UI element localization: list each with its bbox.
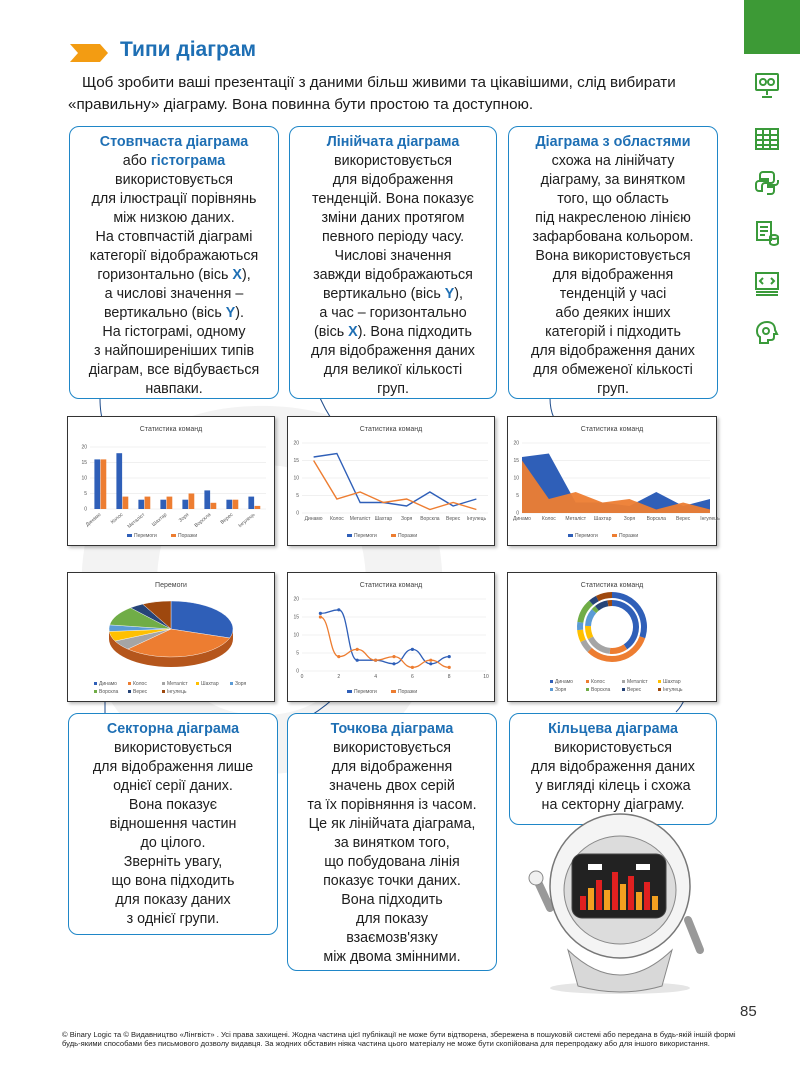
bar xyxy=(116,453,122,509)
y-tick-label: 0 xyxy=(296,668,299,675)
bar xyxy=(167,497,173,509)
chart-title: Статистика команд xyxy=(139,426,203,433)
bar xyxy=(204,490,210,509)
x-tick-label: Ворскла xyxy=(193,511,213,529)
area-chart xyxy=(507,416,720,546)
bar-chart xyxy=(67,416,275,546)
donut-segment xyxy=(597,603,608,608)
y-tick-label: 20 xyxy=(81,444,87,451)
chart-title: Статистика команд xyxy=(580,426,644,433)
legend-label: Верес xyxy=(133,689,148,695)
legend-swatch xyxy=(391,690,396,693)
bar-chart-box: Стовпчаста діаграма або гістограма використовується для ілюстрації порівнянь між низкою даних. На стовпчастій діаграмі категорії відображаються горизонтально (вісь X), а числові значення – вертикально (вісь Y). На гістограмі, одному з найпоширеніших типів діаграм, все відбувається навпаки. xyxy=(69,126,279,399)
chart-svg xyxy=(288,417,494,545)
donut-segment xyxy=(583,641,590,650)
bar xyxy=(101,459,107,509)
chart-svg xyxy=(508,573,716,701)
series-line xyxy=(314,461,477,510)
donut-segment xyxy=(588,611,594,626)
scatter-point xyxy=(356,648,359,651)
donut-segment xyxy=(588,626,591,638)
x-tick-label: Верес xyxy=(219,511,235,526)
legend-label: Верес xyxy=(627,687,642,693)
legend-label: Зоря xyxy=(235,681,247,687)
legend-swatch xyxy=(550,688,553,691)
legend-label: Перемоги xyxy=(354,533,377,539)
x-tick-label: Шахтар xyxy=(374,516,393,522)
y-tick-label: 20 xyxy=(513,440,519,447)
x-tick-label: Зоря xyxy=(177,511,191,524)
x-tick-label: Металіст xyxy=(126,511,147,530)
legend-label: Динамо xyxy=(555,679,573,685)
x-tick-label: Металіст xyxy=(349,516,371,522)
bar xyxy=(123,497,129,509)
legend-label: Поразки xyxy=(398,533,418,539)
scatter-point xyxy=(356,659,359,662)
bar xyxy=(94,459,100,509)
legend-label: Зоря xyxy=(555,687,567,693)
chart-title: Статистика команд xyxy=(359,582,423,589)
x-tick-label: Шахтар xyxy=(150,511,169,528)
chart-svg xyxy=(508,417,720,545)
legend-label: Перемоги xyxy=(575,533,598,539)
legend-swatch xyxy=(586,688,589,691)
legend-label: Колос xyxy=(591,679,605,685)
y-tick-label: 15 xyxy=(81,460,87,466)
x-tick-label: Колос xyxy=(329,516,344,522)
legend-swatch xyxy=(94,690,97,693)
legend-label: Поразки xyxy=(398,689,418,695)
legend-swatch xyxy=(196,682,199,685)
scatter-point xyxy=(319,615,322,618)
scatter-point xyxy=(448,666,451,669)
bar xyxy=(226,500,232,509)
legend-swatch xyxy=(94,682,97,685)
x-tick-label: Верес xyxy=(676,516,691,522)
x-tick-label: Ворскла xyxy=(646,516,666,522)
bar xyxy=(138,500,144,509)
x-tick-label: Металіст xyxy=(565,516,587,522)
x-tick-label: Ворскла xyxy=(420,516,440,522)
donut-segment xyxy=(612,603,636,647)
x-tick-label: 6 xyxy=(411,674,414,680)
section-title: Типи діаграм xyxy=(120,38,256,61)
area-chart-box: Діаграма з областями схожа на лінійчату діаграму, за винятком того, що область під накресленою лінією зафарбована кольором. Вона використовується для відображення тенденцій у часі або деяких інших категорій і підходить для відображення даних для обмеженої кількості груп. xyxy=(508,126,718,399)
legend-swatch xyxy=(658,680,661,683)
donut-chart-box: Кільцева діаграма використовується для відображення даних у вигляді кілець і схожа на секторну діаграму. xyxy=(509,713,717,825)
donut-segment xyxy=(610,647,625,651)
copyright-footer: © Binary Logic та © Видавництво «Лінгвіст» . Усі права захищені. Жодна частина цієї публікації не може бути відтворена, збережена в пошуковій системі або передана в будь-якій іншій формі будь-якими способами без письмового дозволу видавця. За жодних обставин ніяка частина цього матеріалу не може бути скопійована для перепродажу або для іншого використання. xyxy=(62,1030,736,1048)
legend-swatch xyxy=(128,682,131,685)
legend-label: Ворскла xyxy=(591,687,611,693)
legend-label: Шахтар xyxy=(201,681,219,687)
legend-label: Ворскла xyxy=(99,689,119,695)
scatter-point xyxy=(392,662,395,665)
legend-swatch xyxy=(128,690,131,693)
donut-segment xyxy=(594,608,597,611)
legend-swatch xyxy=(162,690,165,693)
x-tick-label: Інгулець xyxy=(466,516,487,522)
legend-swatch xyxy=(127,534,132,537)
legend-label: Поразки xyxy=(619,533,639,539)
y-tick-label: 15 xyxy=(293,614,299,621)
x-tick-label: 10 xyxy=(483,674,489,680)
x-tick-label: 2 xyxy=(337,674,341,680)
bar xyxy=(248,497,254,509)
legend-swatch xyxy=(230,682,233,685)
x-tick-label: Зоря xyxy=(623,516,636,522)
scatter-point xyxy=(411,648,414,651)
legend-label: Поразки xyxy=(178,533,198,539)
scatter-point xyxy=(392,655,395,658)
legend-label: Шахтар xyxy=(663,679,681,685)
scatter-point xyxy=(337,655,340,658)
scatter-point xyxy=(429,659,432,662)
y-tick-label: 20 xyxy=(293,440,299,447)
donut-segment xyxy=(597,595,612,599)
x-tick-label: Зоря xyxy=(401,516,413,522)
legend-label: Металіст xyxy=(167,681,188,687)
x-tick-label: Динамо xyxy=(304,516,323,522)
legend-label: Перемоги xyxy=(354,689,377,695)
robot-illustration xyxy=(528,800,708,996)
y-tick-label: 10 xyxy=(293,475,299,482)
y-tick-label: 5 xyxy=(296,493,299,499)
x-tick-label: Верес xyxy=(446,516,461,522)
y-tick-label: 0 xyxy=(84,506,87,513)
x-tick-label: Колос xyxy=(541,516,556,522)
x-tick-label: Шахтар xyxy=(593,516,612,522)
y-tick-label: 5 xyxy=(84,491,87,497)
y-tick-label: 0 xyxy=(296,510,299,517)
pie-chart xyxy=(67,572,275,702)
bar xyxy=(189,494,195,510)
y-tick-label: 10 xyxy=(513,475,519,482)
bar xyxy=(182,500,188,509)
y-tick-label: 15 xyxy=(513,458,519,464)
x-tick-label: Динамо xyxy=(84,511,103,529)
donut-segment xyxy=(591,638,610,651)
scatter-point xyxy=(374,659,377,662)
legend-swatch xyxy=(568,534,573,537)
legend-swatch xyxy=(586,680,589,683)
chart-svg xyxy=(288,573,494,701)
scatter-chart-box: Точкова діаграма використовується для відображення значень двох серій та їх порівняння із часом. Це як лінійчата діаграма, за винятком того, що побудована лінія показує точки даних. Вона підходить для показу взаємозв'язку між двома змінними. xyxy=(287,713,497,971)
legend-label: Колос xyxy=(133,681,147,687)
intro-paragraph: Щоб зробити ваші презентації з даними більш живими та цікавішими, слід вибирати «правильну» діаграму. Вона повинна бути простою та доступною. xyxy=(68,74,676,113)
pie-chart-box: Секторна діаграма використовується для відображення лише однієї серії даних. Вона показує відношення частин до цілого. Зверніть увагу, що вона підходить для показу даних з однієї групи. xyxy=(68,713,278,935)
y-tick-label: 5 xyxy=(296,650,299,657)
line-chart xyxy=(287,416,495,546)
scatter-chart xyxy=(287,572,495,702)
y-tick-label: 15 xyxy=(293,458,299,464)
scatter-point xyxy=(448,655,451,658)
chart-title: Статистика команд xyxy=(580,582,644,589)
chart-svg xyxy=(68,417,274,545)
bar xyxy=(211,503,217,509)
legend-swatch xyxy=(622,680,625,683)
donut-chart xyxy=(507,572,717,702)
x-tick-label: Динамо xyxy=(513,516,531,522)
legend-swatch xyxy=(622,688,625,691)
scatter-point xyxy=(411,666,414,669)
y-tick-label: 0 xyxy=(516,510,519,517)
legend-label: Перемоги xyxy=(134,533,157,539)
legend-swatch xyxy=(162,682,165,685)
bar xyxy=(255,506,261,509)
line-chart-box: Лінійчата діаграма використовується для відображення тенденцій. Вона показує зміни даних протягом певного періоду часу. Числові значення завжди відображаються вертикально (вісь Y), а час – горизонтально (вісь X). Вона підходить для відображення даних для великої кількості груп. xyxy=(289,126,497,399)
x-tick-label: Інгулець xyxy=(237,511,257,530)
bar xyxy=(233,500,239,509)
legend-swatch xyxy=(391,534,396,537)
legend-swatch xyxy=(612,534,617,537)
y-tick-label: 10 xyxy=(81,475,87,482)
donut-segment xyxy=(580,630,583,641)
x-tick-label: 4 xyxy=(374,674,377,680)
bar xyxy=(145,497,151,509)
donut-segment xyxy=(591,599,597,603)
scatter-point xyxy=(319,612,322,615)
legend-label: Інгулець xyxy=(167,689,187,695)
scatter-point xyxy=(429,662,432,665)
legend-swatch xyxy=(347,534,352,537)
y-tick-label: 10 xyxy=(293,632,299,639)
chart-title: Перемоги xyxy=(155,582,187,589)
legend-label: Металіст xyxy=(627,679,648,685)
chart-title: Статистика команд xyxy=(359,426,423,433)
x-tick-label: Інгулець xyxy=(700,516,720,522)
x-tick-label: Колос xyxy=(109,511,125,526)
legend-swatch xyxy=(658,688,661,691)
bar xyxy=(160,500,166,509)
chart-svg xyxy=(68,573,274,701)
x-tick-label: 8 xyxy=(447,674,451,680)
page-number: 85 xyxy=(740,1003,757,1020)
legend-swatch xyxy=(347,690,352,693)
scatter-point xyxy=(337,608,340,611)
x-tick-label: 0 xyxy=(300,674,304,680)
legend-label: Інгулець xyxy=(663,687,683,693)
legend-swatch xyxy=(550,680,553,683)
y-tick-label: 20 xyxy=(293,596,299,603)
legend-swatch xyxy=(171,534,176,537)
legend-label: Динамо xyxy=(99,681,117,687)
y-tick-label: 5 xyxy=(516,493,519,499)
